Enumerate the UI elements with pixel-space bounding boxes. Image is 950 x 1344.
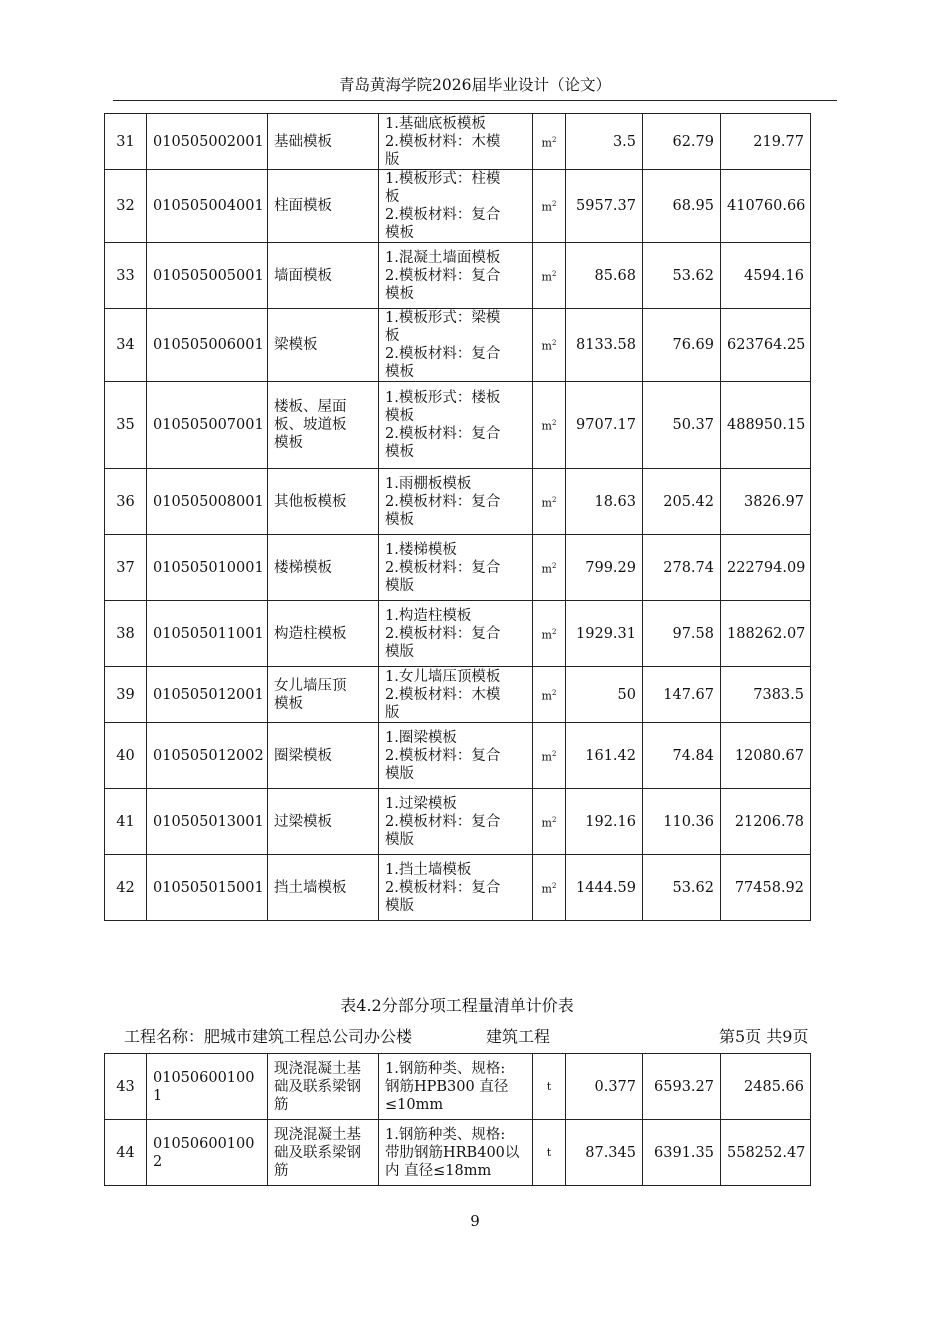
cell-line: 梁模板: [274, 337, 318, 353]
item-name: [268, 535, 379, 601]
cell-line: 模版: [385, 577, 414, 594]
item-features: [379, 382, 533, 469]
table-row: [105, 469, 811, 535]
cell-line: 2.模板材料：复合: [385, 747, 501, 764]
item-unit: [533, 114, 566, 170]
cell-line: 1.雨棚板模板: [385, 475, 472, 492]
cell-line: 版: [385, 704, 400, 721]
cell-line: 2.模板材料：木模: [385, 686, 501, 703]
cell-line: 2.模板材料：复合: [385, 879, 501, 896]
item-unit-price: 53.62: [643, 855, 721, 921]
item-unit: [533, 789, 566, 855]
cell-line: 2.模板材料：复合: [385, 493, 501, 510]
item-features: [379, 170, 533, 243]
unit-text: t: [546, 1145, 552, 1159]
cell-line: 筋: [274, 1096, 289, 1113]
unit-exponent: 2: [551, 627, 557, 636]
cell-line: 2.模板材料：复合: [385, 813, 501, 830]
item-quantity: 85.68: [566, 243, 643, 309]
cell-line: 板: [385, 328, 400, 344]
unit-text: m: [541, 339, 552, 353]
item-code: 010505012002: [147, 723, 268, 789]
item-code: 010505006001: [147, 309, 268, 382]
cell-line: 1.模板形式：楼板: [385, 390, 501, 406]
item-code: 010505008001: [147, 469, 268, 535]
item-unit: [533, 855, 566, 921]
item-number: 43: [105, 1054, 147, 1120]
item-unit: [533, 601, 566, 667]
cell-line: 2.模板材料：木模: [385, 133, 501, 150]
cell-line: 模板: [385, 225, 414, 241]
item-name: [268, 601, 379, 667]
cell-line: 模板: [385, 408, 414, 424]
item-number: 32: [105, 170, 147, 243]
item-number: 37: [105, 535, 147, 601]
unit-exponent: 2: [551, 339, 557, 348]
item-unit: [533, 723, 566, 789]
project-type: 建筑工程: [486, 1027, 551, 1046]
cell-line: 模板: [274, 695, 303, 712]
unit-text: m: [541, 419, 552, 433]
table-row: [105, 243, 811, 309]
table-row: [105, 601, 811, 667]
cell-line: 2.模板材料：复合: [385, 625, 501, 642]
cell-line: 内 直径≤18mm: [385, 1162, 492, 1179]
table-row: [105, 1120, 811, 1186]
table-row: [105, 1054, 811, 1120]
cell-line: 楼梯模板: [274, 559, 332, 576]
boq-table-formwork: [104, 113, 811, 921]
item-number: 38: [105, 601, 147, 667]
cell-line: 带肋钢筋HRB400以: [385, 1144, 520, 1161]
item-quantity: 50: [566, 667, 643, 723]
item-unit-price: 97.58: [643, 601, 721, 667]
cell-line: 1.圈梁模板: [385, 729, 457, 746]
item-quantity: 8133.58: [566, 309, 643, 382]
cell-line: 基础模板: [274, 133, 332, 150]
unit-exponent: 2: [551, 135, 557, 144]
item-code: 010505005001: [147, 243, 268, 309]
item-unit-price: 6391.35: [643, 1120, 721, 1186]
cell-line: 模版: [385, 897, 414, 914]
item-quantity: 799.29: [566, 535, 643, 601]
cell-line: 模板: [385, 364, 414, 380]
cell-line: 1.楼梯模板: [385, 541, 457, 558]
table-row: [105, 114, 811, 170]
item-unit-price: 74.84: [643, 723, 721, 789]
table-row: [105, 723, 811, 789]
item-unit: [533, 1120, 566, 1186]
item-total: 21206.78: [721, 789, 811, 855]
item-unit: [533, 170, 566, 243]
item-code: 010505010001: [147, 535, 268, 601]
item-number: 31: [105, 114, 147, 170]
cell-line: 过梁模板: [274, 813, 332, 830]
item-number: 42: [105, 855, 147, 921]
cell-line: 1.钢筋种类、规格:: [385, 1126, 506, 1143]
table-row: [105, 667, 811, 723]
item-number: 33: [105, 243, 147, 309]
item-unit-price: 205.42: [643, 469, 721, 535]
item-unit-price: 53.62: [643, 243, 721, 309]
cell-line: 01050600100: [153, 1069, 255, 1086]
cell-line: 模板: [385, 444, 414, 460]
unit-exponent: 2: [551, 688, 557, 697]
page-header-title: 青岛黄海学院2026届毕业设计（论文）: [339, 76, 611, 94]
item-features: [379, 535, 533, 601]
item-name: [268, 789, 379, 855]
item-total: 3826.97: [721, 469, 811, 535]
item-features: [379, 667, 533, 723]
item-quantity: 161.42: [566, 723, 643, 789]
cell-line: 1.模板形式：柱模: [385, 171, 501, 187]
page-count: 第5页 共9页: [719, 1027, 809, 1046]
item-unit: [533, 382, 566, 469]
item-features: [379, 1054, 533, 1120]
item-quantity: 1929.31: [566, 601, 643, 667]
table-row: [105, 855, 811, 921]
cell-line: 板: [385, 189, 400, 205]
item-unit-price: 147.67: [643, 667, 721, 723]
item-name: [268, 723, 379, 789]
item-total: 222794.09: [721, 535, 811, 601]
unit-exponent: 2: [551, 200, 557, 209]
item-quantity: 1444.59: [566, 855, 643, 921]
item-code: 010505004001: [147, 170, 268, 243]
table-row: [105, 309, 811, 382]
item-unit-price: 278.74: [643, 535, 721, 601]
cell-line: 础及联系梁钢: [274, 1078, 361, 1095]
item-code: [147, 1054, 268, 1120]
cell-line: 2: [153, 1153, 163, 1170]
table-row: [105, 789, 811, 855]
item-features: [379, 855, 533, 921]
cell-line: 2.模板材料：复合: [385, 346, 501, 362]
item-quantity: 192.16: [566, 789, 643, 855]
cell-line: 1.混凝土墙面模板: [385, 249, 501, 266]
item-quantity: 3.5: [566, 114, 643, 170]
item-unit: [533, 243, 566, 309]
item-features: [379, 1120, 533, 1186]
cell-line: 模版: [385, 831, 414, 848]
item-code: 010505007001: [147, 382, 268, 469]
item-quantity: 18.63: [566, 469, 643, 535]
cell-line: 2.模板材料：复合: [385, 267, 501, 284]
item-total: 558252.47: [721, 1120, 811, 1186]
cell-line: 1.模板形式：梁模: [385, 310, 501, 326]
cell-line: 构造柱模板: [274, 625, 347, 642]
table-caption: 表4.2分部分项工程量清单计价表: [340, 996, 574, 1015]
table-row: [105, 535, 811, 601]
item-name: [268, 309, 379, 382]
unit-text: m: [541, 816, 552, 830]
item-number: 44: [105, 1120, 147, 1186]
unit-text: m: [541, 689, 552, 703]
item-code: 010505002001: [147, 114, 268, 170]
item-total: 488950.15: [721, 382, 811, 469]
item-name: [268, 667, 379, 723]
unit-text: t: [546, 1079, 552, 1093]
item-name: [268, 243, 379, 309]
unit-text: m: [541, 628, 552, 642]
item-total: 77458.92: [721, 855, 811, 921]
item-unit-price: 6593.27: [643, 1054, 721, 1120]
cell-line: 筋: [274, 1162, 289, 1179]
item-number: 35: [105, 382, 147, 469]
cell-line: 楼板、屋面: [274, 399, 347, 415]
item-name: [268, 114, 379, 170]
unit-exponent: 2: [551, 815, 557, 824]
cell-line: 1.钢筋种类、规格:: [385, 1060, 506, 1077]
cell-line: 2.模板材料：复合: [385, 426, 501, 442]
item-unit: [533, 309, 566, 382]
cell-line: 模板: [274, 435, 303, 451]
unit-text: m: [541, 270, 552, 284]
item-total: 623764.25: [721, 309, 811, 382]
item-number: 39: [105, 667, 147, 723]
item-quantity: 0.377: [566, 1054, 643, 1120]
unit-exponent: 2: [551, 881, 557, 890]
item-name: [268, 382, 379, 469]
item-total: 188262.07: [721, 601, 811, 667]
item-unit-price: 50.37: [643, 382, 721, 469]
item-features: [379, 243, 533, 309]
item-quantity: 9707.17: [566, 382, 643, 469]
cell-line: 现浇混凝土基: [274, 1060, 361, 1077]
boq-table-rebar: [104, 1053, 811, 1186]
cell-line: 模版: [385, 643, 414, 660]
unit-exponent: 2: [551, 495, 557, 504]
item-unit-price: 62.79: [643, 114, 721, 170]
item-features: [379, 469, 533, 535]
cell-line: 版: [385, 151, 400, 168]
item-total: 410760.66: [721, 170, 811, 243]
unit-text: m: [541, 562, 552, 576]
unit-text: m: [541, 496, 552, 510]
cell-line: 墙面模板: [274, 267, 332, 284]
item-number: 36: [105, 469, 147, 535]
item-name: [268, 469, 379, 535]
unit-exponent: 2: [551, 749, 557, 758]
item-quantity: 5957.37: [566, 170, 643, 243]
cell-line: 女儿墙压顶: [274, 677, 347, 694]
item-name: [268, 1054, 379, 1120]
cell-line: 础及联系梁钢: [274, 1144, 361, 1161]
header-divider: [113, 100, 837, 101]
item-total: 4594.16: [721, 243, 811, 309]
item-unit: [533, 667, 566, 723]
item-unit-price: 68.95: [643, 170, 721, 243]
cell-line: 模板: [385, 511, 414, 528]
cell-line: 2.模板材料：复合: [385, 559, 501, 576]
unit-text: m: [541, 750, 552, 764]
cell-line: 板、坡道板: [274, 417, 347, 433]
item-features: [379, 723, 533, 789]
item-code: 010505013001: [147, 789, 268, 855]
unit-exponent: 2: [551, 561, 557, 570]
cell-line: 钢筋HPB300 直径: [385, 1078, 509, 1095]
cell-line: 1: [153, 1087, 163, 1104]
item-total: 12080.67: [721, 723, 811, 789]
cell-line: 柱面模板: [274, 198, 332, 214]
table-row: [105, 170, 811, 243]
cell-line: 1.挡土墙模板: [385, 861, 472, 878]
item-name: [268, 170, 379, 243]
cell-line: ≤10mm: [385, 1096, 444, 1113]
item-total: 219.77: [721, 114, 811, 170]
cell-line: 1.过梁模板: [385, 795, 457, 812]
item-unit: [533, 535, 566, 601]
page-number: 9: [470, 1212, 480, 1230]
item-total: 2485.66: [721, 1054, 811, 1120]
cell-line: 模版: [385, 765, 414, 782]
cell-line: 2.模板材料：复合: [385, 207, 501, 223]
item-features: [379, 789, 533, 855]
table-row: [105, 382, 811, 469]
cell-line: 圈梁模板: [274, 747, 332, 764]
item-code: 010505011001: [147, 601, 268, 667]
cell-line: 模板: [385, 285, 414, 302]
unit-exponent: 2: [551, 269, 557, 278]
item-code: [147, 1120, 268, 1186]
unit-text: m: [541, 200, 552, 214]
item-number: 34: [105, 309, 147, 382]
cell-line: 挡土墙模板: [274, 879, 347, 896]
item-code: 010505012001: [147, 667, 268, 723]
cell-line: 1.基础底板模板: [385, 115, 486, 132]
unit-text: m: [541, 882, 552, 896]
cell-line: 现浇混凝土基: [274, 1126, 361, 1143]
item-number: 41: [105, 789, 147, 855]
cell-line: 其他板模板: [274, 493, 347, 510]
cell-line: 1.构造柱模板: [385, 607, 472, 624]
project-name: 工程名称：肥城市建筑工程总公司办公楼: [124, 1027, 413, 1046]
item-unit: [533, 469, 566, 535]
item-features: [379, 114, 533, 170]
unit-exponent: 2: [551, 419, 557, 428]
item-features: [379, 601, 533, 667]
item-features: [379, 309, 533, 382]
cell-line: 1.女儿墙压顶模板: [385, 668, 501, 685]
item-total: 7383.5: [721, 667, 811, 723]
item-name: [268, 1120, 379, 1186]
item-code: 010505015001: [147, 855, 268, 921]
cell-line: 01050600100: [153, 1135, 255, 1152]
item-number: 40: [105, 723, 147, 789]
unit-text: m: [541, 136, 552, 150]
item-unit-price: 110.36: [643, 789, 721, 855]
item-quantity: 87.345: [566, 1120, 643, 1186]
item-name: [268, 855, 379, 921]
item-unit-price: 76.69: [643, 309, 721, 382]
item-unit: [533, 1054, 566, 1120]
